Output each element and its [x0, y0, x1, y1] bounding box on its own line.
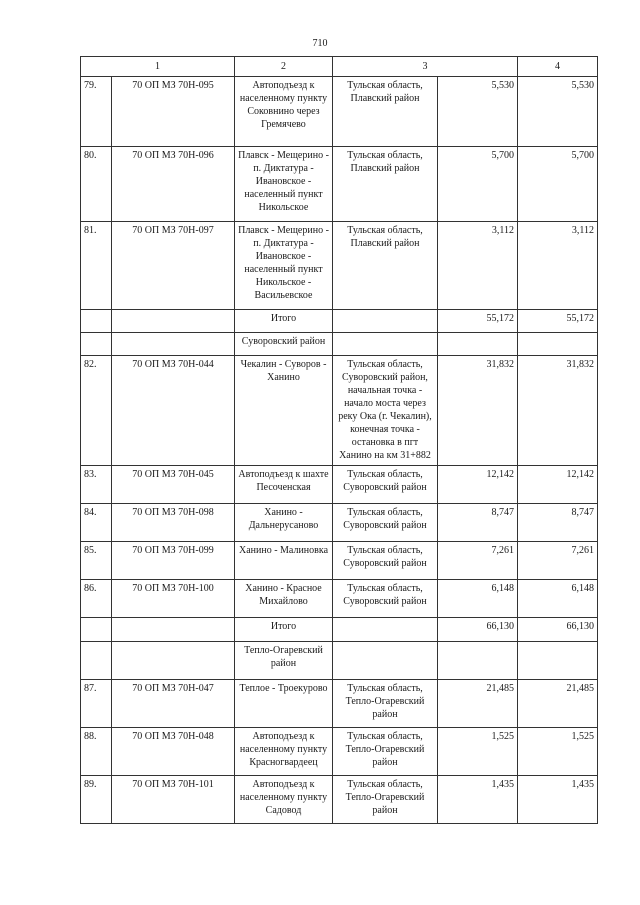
- road-code: 70 ОП МЗ 70Н-048: [112, 728, 235, 776]
- road-region: Тульская область, Суворовский район, начальная точка - начало моста через реку Ока (г. Чекалин), конечная точка - остановка в пгт Ханино на км 31+882: [333, 356, 438, 466]
- empty-cell: [333, 310, 438, 333]
- road-region: Тульская область, Суворовский район: [333, 466, 438, 504]
- road-code: 70 ОП МЗ 70Н-097: [112, 222, 235, 310]
- length-total: 12,142: [518, 466, 598, 504]
- row-number: 86.: [81, 580, 112, 618]
- road-region: Тульская область, Суворовский район: [333, 580, 438, 618]
- district-name: Тепло-Огаревский район: [235, 642, 333, 680]
- length-total: 21,485: [518, 680, 598, 728]
- empty-cell: [112, 642, 235, 680]
- road-region: Тульская область, Тепло-Огаревский район: [333, 680, 438, 728]
- length-total: 1,525: [518, 728, 598, 776]
- header-col-2: 2: [235, 57, 333, 77]
- subtotal-value: 66,130: [438, 618, 518, 642]
- length-total: 5,700: [518, 147, 598, 222]
- length-value: 5,700: [438, 147, 518, 222]
- district-row: [81, 642, 598, 680]
- table-row: [81, 147, 598, 222]
- table-row: [81, 356, 598, 466]
- road-name: Теплое - Троекурово: [235, 680, 333, 728]
- length-value: 5,530: [438, 77, 518, 147]
- road-code: 70 ОП МЗ 70Н-098: [112, 504, 235, 542]
- district-name: Суворовский район: [235, 333, 333, 356]
- road-region: Тульская область, Тепло-Огаревский район: [333, 728, 438, 776]
- road-region: Тульская область, Плавский район: [333, 147, 438, 222]
- road-name: Ханино - Дальнерусаново: [235, 504, 333, 542]
- road-code: 70 ОП МЗ 70Н-101: [112, 776, 235, 824]
- empty-cell: [333, 333, 438, 356]
- row-number: 87.: [81, 680, 112, 728]
- length-value: 1,525: [438, 728, 518, 776]
- length-total: 3,112: [518, 222, 598, 310]
- roads-table: [80, 56, 598, 824]
- road-code: 70 ОП МЗ 70Н-047: [112, 680, 235, 728]
- length-total: 31,832: [518, 356, 598, 466]
- road-name: Плавск - Мещерино - п. Диктатура - Ивановское - населенный пункт Никольское - Васильевское: [235, 222, 333, 310]
- road-code: 70 ОП МЗ 70Н-099: [112, 542, 235, 580]
- row-number: 88.: [81, 728, 112, 776]
- header-col-1: 1: [81, 57, 235, 77]
- empty-cell: [81, 333, 112, 356]
- table-header-row: [81, 57, 598, 77]
- table-row: [81, 222, 598, 310]
- road-name: Ханино - Малиновка: [235, 542, 333, 580]
- length-value: 12,142: [438, 466, 518, 504]
- road-region: Тульская область, Плавский район: [333, 222, 438, 310]
- length-total: 8,747: [518, 504, 598, 542]
- empty-cell: [438, 642, 518, 680]
- length-total: 6,148: [518, 580, 598, 618]
- road-region: Тульская область, Суворовский район: [333, 504, 438, 542]
- empty-cell: [333, 618, 438, 642]
- subtotal-label: Итого: [235, 618, 333, 642]
- table-row: [81, 776, 598, 824]
- row-number: 79.: [81, 77, 112, 147]
- subtotal-label: Итого: [235, 310, 333, 333]
- subtotal-total: 55,172: [518, 310, 598, 333]
- district-row: [81, 333, 598, 356]
- length-value: 1,435: [438, 776, 518, 824]
- subtotal-row: [81, 618, 598, 642]
- length-total: 7,261: [518, 542, 598, 580]
- subtotal-row: [81, 310, 598, 333]
- row-number: 82.: [81, 356, 112, 466]
- row-number: 85.: [81, 542, 112, 580]
- header-col-3: 3: [333, 57, 518, 77]
- road-name: Чекалин - Суворов - Ханино: [235, 356, 333, 466]
- table-row: [81, 504, 598, 542]
- empty-cell: [518, 333, 598, 356]
- row-number: 89.: [81, 776, 112, 824]
- length-total: 5,530: [518, 77, 598, 147]
- table-row: [81, 728, 598, 776]
- empty-cell: [112, 310, 235, 333]
- road-code: 70 ОП МЗ 70Н-044: [112, 356, 235, 466]
- table-row: [81, 542, 598, 580]
- subtotal-value: 55,172: [438, 310, 518, 333]
- length-value: 31,832: [438, 356, 518, 466]
- table-row: [81, 77, 598, 147]
- empty-cell: [112, 333, 235, 356]
- row-number: 80.: [81, 147, 112, 222]
- road-name: Автоподъезд к населенному пункту Садовод: [235, 776, 333, 824]
- empty-cell: [81, 642, 112, 680]
- length-value: 7,261: [438, 542, 518, 580]
- road-name: Ханино - Красное Михайлово: [235, 580, 333, 618]
- empty-cell: [81, 618, 112, 642]
- table-row: [81, 680, 598, 728]
- row-number: 81.: [81, 222, 112, 310]
- empty-cell: [518, 642, 598, 680]
- road-code: 70 ОП МЗ 70Н-095: [112, 77, 235, 147]
- row-number: 84.: [81, 504, 112, 542]
- length-value: 8,747: [438, 504, 518, 542]
- road-region: Тульская область, Суворовский район: [333, 542, 438, 580]
- road-name: Плавск - Мещерино - п. Диктатура - Ивановское - населенный пункт Никольское: [235, 147, 333, 222]
- road-name: Автоподъезд к населенному пункту Красногвардеец: [235, 728, 333, 776]
- table-row: [81, 466, 598, 504]
- road-name: Автоподъезд к населенному пункту Соковнино через Гремячево: [235, 77, 333, 147]
- length-value: 3,112: [438, 222, 518, 310]
- empty-cell: [81, 310, 112, 333]
- empty-cell: [333, 642, 438, 680]
- road-region: Тульская область, Тепло-Огаревский район: [333, 776, 438, 824]
- road-code: 70 ОП МЗ 70Н-045: [112, 466, 235, 504]
- row-number: 83.: [81, 466, 112, 504]
- road-name: Автоподъезд к шахте Песоченская: [235, 466, 333, 504]
- empty-cell: [438, 333, 518, 356]
- empty-cell: [112, 618, 235, 642]
- road-region: Тульская область, Плавский район: [333, 77, 438, 147]
- road-code: 70 ОП МЗ 70Н-100: [112, 580, 235, 618]
- page-number: 710: [312, 38, 328, 49]
- header-col-4: 4: [518, 57, 598, 77]
- length-total: 1,435: [518, 776, 598, 824]
- length-value: 21,485: [438, 680, 518, 728]
- subtotal-total: 66,130: [518, 618, 598, 642]
- road-code: 70 ОП МЗ 70Н-096: [112, 147, 235, 222]
- length-value: 6,148: [438, 580, 518, 618]
- table-row: [81, 580, 598, 618]
